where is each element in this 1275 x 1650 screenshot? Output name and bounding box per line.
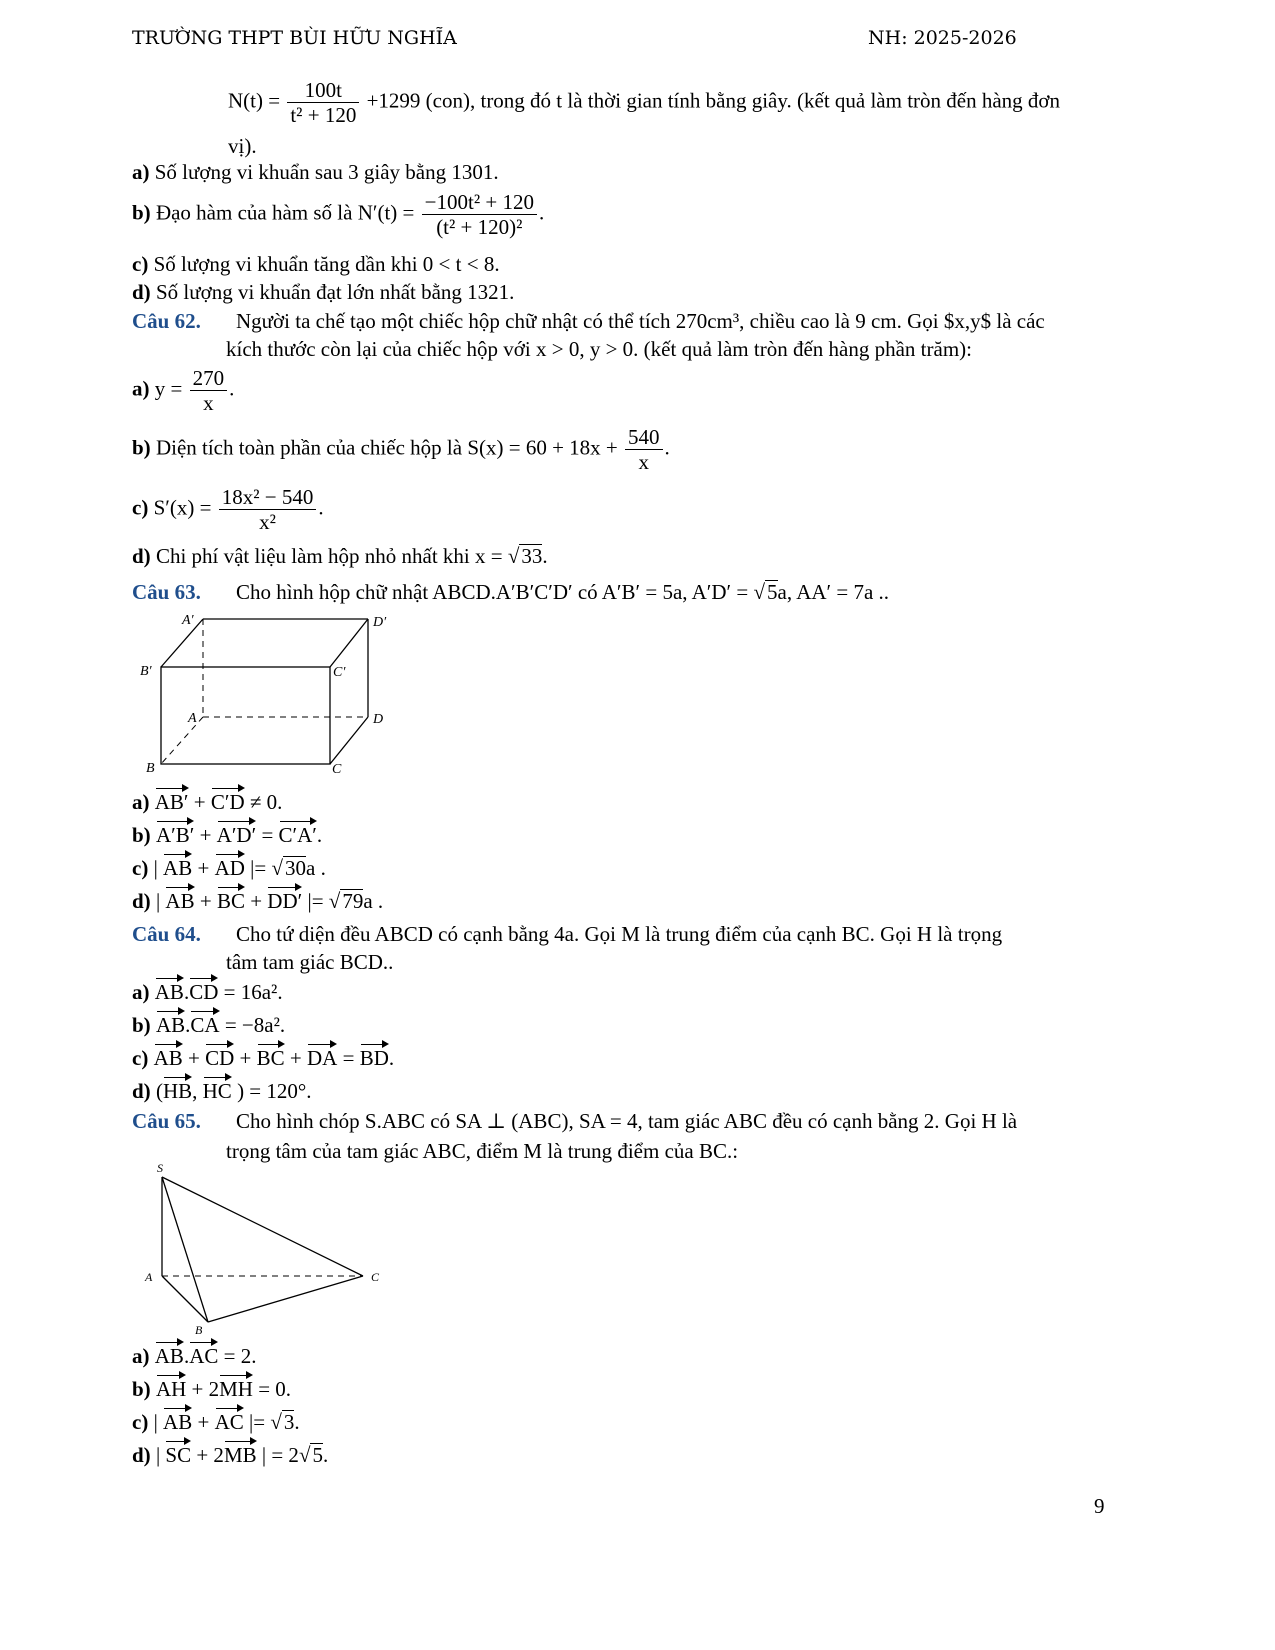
label-S: S (157, 1161, 163, 1175)
q62-option-d: d) Chi phí vật liệu làm hộp nhỏ nhất khi x = √33. (132, 544, 548, 568)
label-C: C (332, 762, 342, 777)
q62-option-a: a) y = $\frac{270}{x}$ . (132, 366, 235, 416)
label-B1: B′ (140, 664, 152, 679)
q64-stem-line1: Cho tứ diện đều ABCD có cạnh bằng 4a. Gọi M là trung điểm của cạnh BC. Gọi H là trọng (236, 922, 1003, 946)
label-A1: A′ (182, 613, 194, 628)
q63-stem: Cho hình hộp chữ nhật ABCD.A′B′C′D′ có A′B′ = 5a, A′D′ = √5a, AA′ = 7a .. (236, 580, 890, 604)
q64-stem-line2: tâm tam giác BCD.. (226, 950, 394, 974)
q65-label: Câu 65. (132, 1109, 201, 1133)
pyramid-figure (135, 1160, 395, 1340)
label-D: D (373, 712, 384, 727)
q65-option-d: d) | SC + 2MB | = 2√5. (132, 1443, 329, 1467)
q65-option-b: b) AH + 2MH = 0. (132, 1377, 292, 1401)
q62-label: Câu 62. (132, 309, 201, 333)
q61-option-c: c) Số lượng vi khuẩn tăng dần khi 0 < t < 8. (132, 252, 500, 276)
q61-option-b: b) Đạo hàm của hàm số là N′(t) = $\frac{\text{−100t² + 120}}{\text{(t² + 120)²}}$ . (132, 190, 545, 240)
q64-label: Câu 64. (132, 922, 201, 946)
q61-option-d: d) Số lượng vi khuẩn đạt lớn nhất bằng 1321. (132, 280, 515, 304)
label-B: B (146, 761, 155, 776)
q65-stem-line2: trọng tâm của tam giác ABC, điểm M là trung điểm của BC.: (226, 1139, 739, 1163)
q65-option-a: a) AB.AC = 2. (132, 1344, 257, 1368)
school-name: TRƯỜNG THPT BÙI HỮU NGHĨA (132, 27, 457, 49)
q62-option-b: b) Diện tích toàn phần của chiếc hộp là S(x) = 60 + 18x + $\frac{540}{x}$ . (132, 425, 670, 475)
q62-option-c: c) S′(x) = $\frac{\text{18x² − 540}}{\text{x²}}$ . (132, 485, 324, 535)
label-D1: D′ (373, 615, 387, 630)
q63-option-d: d) | AB + BC + DD′ |= √79a . (132, 889, 384, 913)
q61-option-a: a) Số lượng vi khuẩn sau 3 giây bằng 1301. (132, 160, 499, 184)
q63-option-a: a) AB′ + C′D ≠ 0. (132, 790, 283, 814)
page-number: 9 (1094, 1494, 1105, 1518)
q64-option-d: d) (HB, HC ) = 120°. (132, 1079, 312, 1103)
label-A-pyramid: A (145, 1270, 153, 1284)
q64-option-b: b) AB.CA = −8a². (132, 1013, 286, 1037)
q65-stem-line1: Cho hình chóp S.ABC có SA ⊥ (ABC), SA = 4, tam giác ABC đều có cạnh bằng 2. Gọi H là (236, 1109, 1018, 1133)
q61-formula-wrap: vị). (228, 134, 257, 158)
q64-option-c: c) AB + CD + BC + DA = BD. (132, 1046, 395, 1070)
q62-stem-line1: Người ta chế tạo một chiếc hộp chữ nhật có thể tích 270cm³, chiều cao là 9 cm. Gọi $x,y$ là các (236, 309, 1045, 333)
q64-option-a: a) AB.CD = 16a². (132, 980, 283, 1004)
label-C1: C′ (333, 665, 346, 680)
q63-option-b: b) A′B′ + A′D′ = C′A′. (132, 823, 323, 847)
q61-formula: N(t) = $\frac{100t}{\text{t² + 120}}$ +1299 (con), trong đó t là thời gian tính bằng giây. (kết quả làm tròn đến hàng đơn (228, 78, 1061, 128)
q65-option-c: c) | AB + AC |= √3. (132, 1410, 300, 1434)
q63-label: Câu 63. (132, 580, 201, 604)
rectangular-box-figure (130, 610, 400, 785)
q63-option-c: c) | AB + AD |= √30a . (132, 856, 326, 880)
q62-stem-line2: kích thước còn lại của chiếc hộp với x > 0, y > 0. (kết quả làm tròn đến hàng phần trăm): (226, 337, 972, 361)
label-B-pyramid: B (195, 1323, 203, 1337)
label-A: A (188, 711, 197, 726)
label-C-pyramid: C (371, 1270, 380, 1284)
school-year: NH: 2025-2026 (868, 27, 1017, 49)
